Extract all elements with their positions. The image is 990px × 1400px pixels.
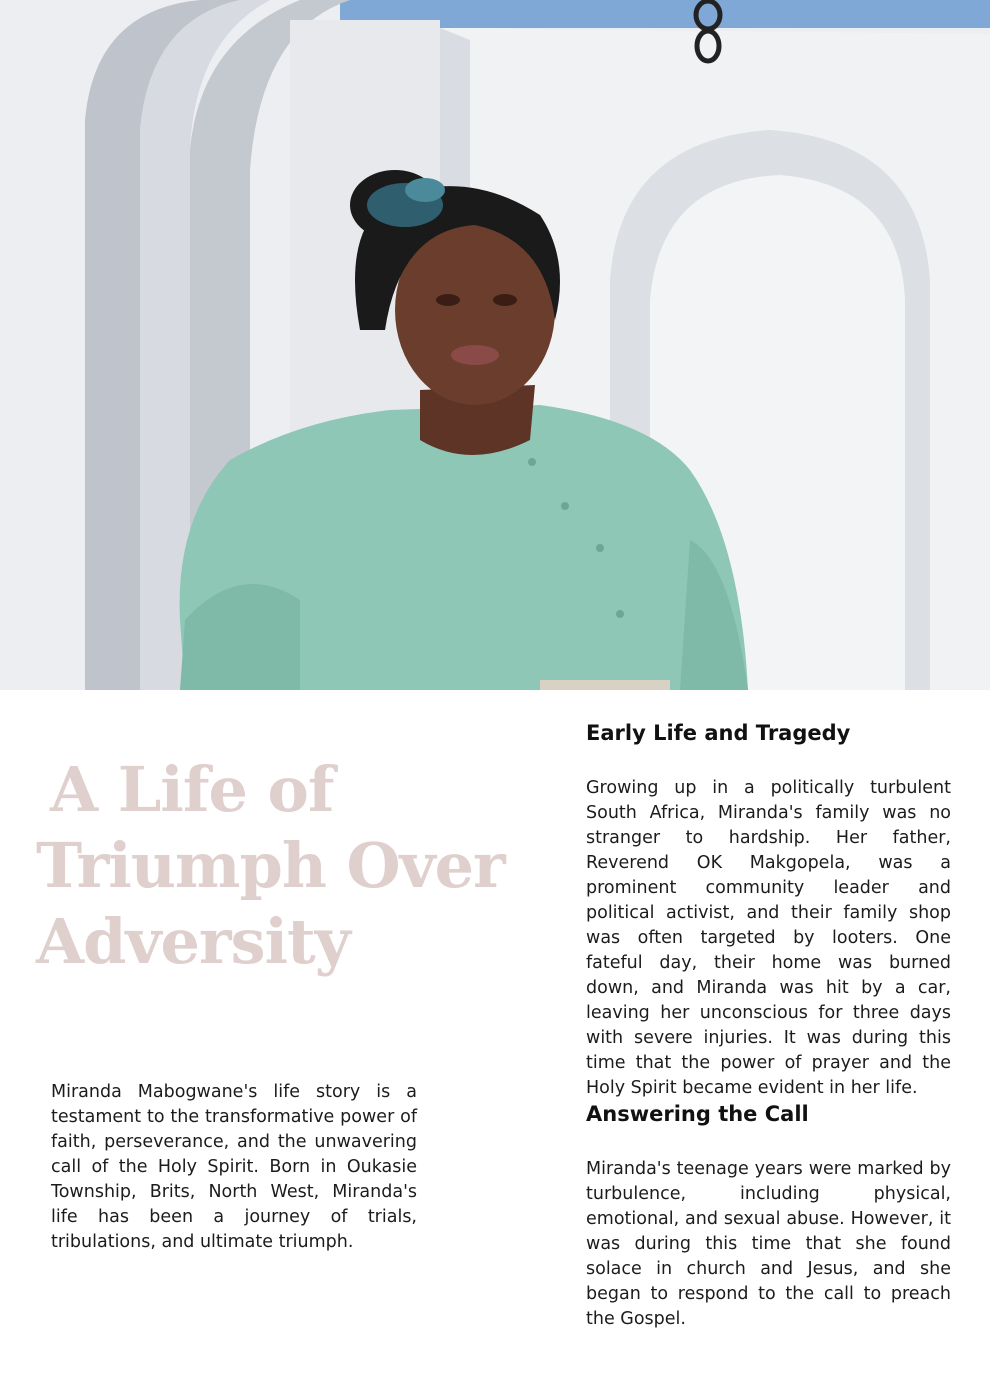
section-heading-answering-call: Answering the Call bbox=[586, 1102, 809, 1126]
intro-paragraph: Miranda Mabogwane's life story is a testament to the transformative power of faith, perseverance, and the unwavering call of the Holy Spirit. Born in Oukasie Township, Brits, North West, Miranda's life has been a journey of trials, tribulations, and ultimate triumph. bbox=[51, 1082, 417, 1252]
page-title bbox=[36, 752, 536, 980]
title-line-3: Adversity bbox=[36, 905, 350, 978]
title-line-1: A Life of bbox=[50, 753, 334, 826]
title-line-2: Triumph Over bbox=[36, 829, 505, 902]
section-body-early-life: Growing up in a politically turbulent South Africa, Miranda's family was no stranger to hardship. Her father, Reverend OK Makgopela, was a prominent community leader and political activist, and their family shop was often targeted by looters. One fateful day, their home was burned down, and Miranda was hit by a car, leaving her unconscious for three days with severe injuries. It was during this time that the power of prayer and the Holy Spirit became evident in her life. bbox=[586, 778, 951, 1098]
hero-photo bbox=[0, 0, 990, 690]
section-body-answering-call: Miranda's teenage years were marked by turbulence, including physical, emotional, and sexual abuse. However, it was during this time that she found solace in church and Jesus, and she began to respond to the call to preach the Gospel. bbox=[586, 1159, 951, 1329]
hero-illustration bbox=[0, 0, 990, 690]
section-heading-early-life: Early Life and Tragedy bbox=[586, 721, 851, 745]
